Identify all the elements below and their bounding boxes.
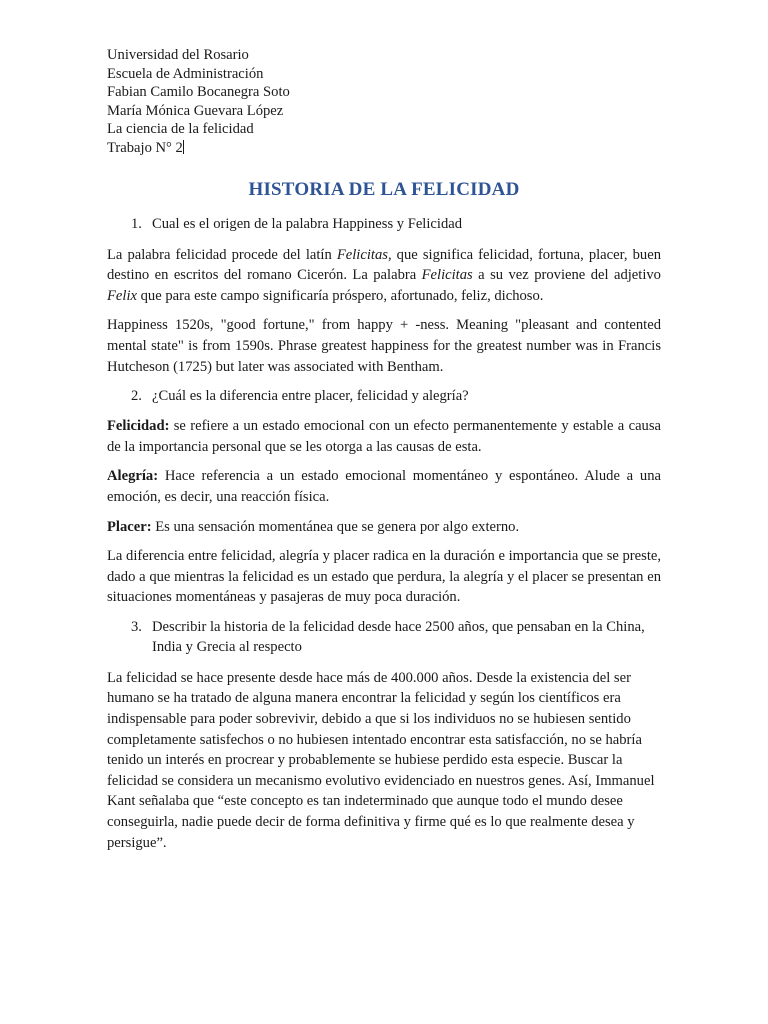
italic-term: Felicitas <box>421 267 473 284</box>
question-2 <box>107 386 661 406</box>
definition-felicidad <box>107 416 661 457</box>
header-author-1: Fabian Camilo Bocanegra Soto <box>107 84 290 101</box>
text-cursor <box>183 140 184 154</box>
question-text: Describir la historia de la felicidad desde hace 2500 años, que pensaban en la China, India y Grecia al respecto <box>152 618 645 655</box>
definition-term: Placer: <box>107 518 152 535</box>
paragraph-history: La felicidad se hace presente desde hace más de 400.000 años. Desde la existencia del ser humano se ha tratado de alguna manera encontrar la felicidad y según los científicos era indispensable para poder sobrevivir, debido a que si los individuos no se hubiesen sentido completamente satisfechos o no hubiesen intentado encontrar esta satisfacción, no se habría tenido un interés en procrear y probablemente se hubiese perdido esta especie. Buscar la felicidad se considera un mecanismo evolutivo evidenciado en nuestros genes. Así, Immanuel Kant señalaba que “este concepto es tan indeterminado que aunque todo el mundo desee conseguirla, nadie puede decir de forma definitiva y firme qué es lo que realmente desea y persigue”. <box>107 669 655 851</box>
document-title: HISTORIA DE LA FELICIDAD <box>248 178 520 200</box>
paragraph-etymology-happiness: Happiness 1520s, "good fortune," from happy + -ness. Meaning "pleasant and contented mental state" is from 1590s. Phrase greatest happiness for the greatest number was in Francis Hutcheson (1725) but later was associated with Bentham. <box>107 317 661 375</box>
paragraph-differences: La diferencia entre felicidad, alegría y placer radica en la duración e importancia que se preste, dado a que mientras la felicidad es un estado que perdura, la alegría y el placer se presentan en situaciones momentáneas y pasajeras de muy poca duración. <box>107 548 661 606</box>
definition-term: Felicidad: <box>107 418 170 435</box>
question-number: 1. <box>131 215 142 232</box>
question-text: Cual es el origen de la palabra Happiness y Felicidad <box>152 215 463 232</box>
header-university: Universidad del Rosario <box>107 47 249 63</box>
italic-term: Felicitas <box>336 246 388 263</box>
question-number: 3. <box>131 618 142 635</box>
header-assignment-text: Trabajo N° 2 <box>107 139 183 156</box>
text-run: La palabra felicidad procede del latín <box>107 246 337 263</box>
question-1 <box>107 214 661 234</box>
question-3 <box>107 617 661 657</box>
definition-placer <box>107 517 661 538</box>
definition-text: Hace referencia a un estado emocional momentáneo y espontáneo. Alude a una emoción, es decir, una reacción física. <box>107 468 661 505</box>
header-school: Escuela de Administración <box>107 65 264 82</box>
text-run: que para este campo significaría próspero, afortunado, feliz, dichoso. <box>136 287 544 304</box>
definition-text: Es una sensación momentánea que se genera por algo externo. <box>151 518 520 535</box>
header-assignment <box>107 139 661 158</box>
document-page <box>107 46 661 853</box>
header-author-2: María Mónica Guevara López <box>107 102 284 119</box>
paragraph-etymology-felicidad <box>107 245 661 307</box>
text-run: , que significa felicidad, fortuna, placer, buen destino en escritos del romano Cicerón. La palabra <box>107 246 661 284</box>
italic-term: Felix <box>107 287 137 304</box>
definition-alegria <box>107 466 661 507</box>
text-run: a su vez proviene del adjetivo <box>472 267 661 284</box>
definition-term: Alegría: <box>107 468 159 485</box>
question-text: ¿Cuál es la diferencia entre placer, felicidad y alegría? <box>152 388 469 405</box>
header-course: La ciencia de la felicidad <box>107 121 254 138</box>
question-number: 2. <box>131 388 142 405</box>
definition-text: se refiere a un estado emocional con un efecto permanentemente y estable a causa de la importancia personal que se les otorga a las causas de esta. <box>107 418 661 455</box>
document-header <box>107 46 661 158</box>
